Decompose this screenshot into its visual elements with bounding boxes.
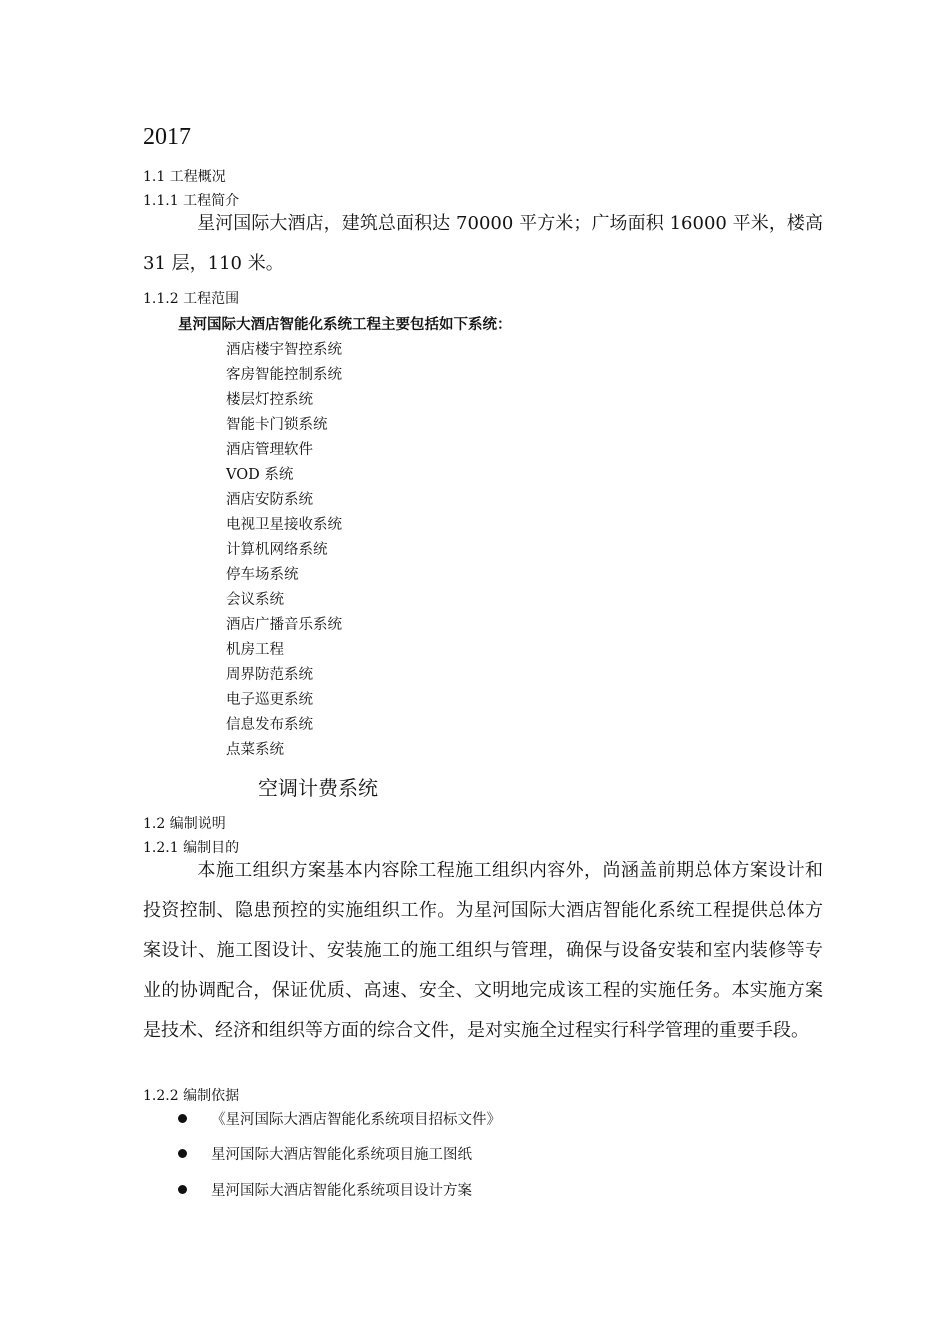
basis-item [178,1108,501,1129]
purpose-text: 本施工组织方案基本内容除工程施工组织内容外，尚涵盖前期总体方案设计和投资控制、隐患预控的实施组织工作。为星河国际大酒店智能化系统工程提供总体方案设计、施工图设计、安装施工的施工组织与管理，确保与设备安装和室内装修等专业的协调配合，保证优质、高速、安全、文明地完成该工程的实施任务。本实施方案是技术、经济和组织等方面的综合文件，是对实施全过程实行科学管理的重要手段。 [143,860,823,1041]
basis-item [178,1143,472,1164]
system-item: 计算机网络系统 [226,542,328,558]
section-1-1-2-heading: 1.1.2 工程范围 [143,291,240,307]
system-item: 停车场系统 [226,567,299,583]
section-1-2-2-heading: 1.2.2 编制依据 [143,1088,240,1104]
system-item: 会议系统 [226,592,284,608]
section-1-2-heading: 1.2 编制说明 [143,816,226,832]
system-item: 客房智能控制系统 [226,367,342,383]
bullet-icon [178,1185,187,1194]
bullet-icon [178,1149,187,1158]
system-item: 点菜系统 [226,742,284,758]
system-item: 酒店安防系统 [226,492,313,508]
system-item: 周界防范系统 [226,667,313,683]
project-intro-paragraph [143,204,823,284]
section-1-1-1-heading: 1.1.1 工程简介 [143,193,240,209]
system-item: 信息发布系统 [226,717,313,733]
basis-item-text: 《星河国际大酒店智能化系统项目招标文件》 [211,1112,501,1128]
system-item: VOD 系统 [226,467,294,483]
system-item: 智能卡门锁系统 [226,417,328,433]
section-1-1-heading: 1.1 工程概况 [143,169,226,185]
system-item: 酒店楼宇智控系统 [226,342,342,358]
basis-item [178,1179,472,1200]
system-item: 楼层灯控系统 [226,392,313,408]
project-intro-text: 星河国际大酒店，建筑总面积达 70000 平方米；广场面积 16000 平米，楼高 31 层，110 米。 [143,213,823,274]
system-item: 电子巡更系统 [226,692,313,708]
system-item: 酒店广播音乐系统 [226,617,342,633]
system-item: 机房工程 [226,642,284,658]
purpose-paragraph [143,851,823,1051]
basis-item-text: 星河国际大酒店智能化系统项目施工图纸 [211,1147,472,1163]
scope-intro: 星河国际大酒店智能化系统工程主要包括如下系统： [178,316,512,333]
system-item: 酒店管理软件 [226,442,313,458]
system-item: 电视卫星接收系统 [226,517,342,533]
year-heading: 2017 [143,124,191,150]
bullet-icon [178,1114,187,1123]
basis-item-text: 星河国际大酒店智能化系统项目设计方案 [211,1183,472,1199]
section-1-2-1-heading: 1.2.1 编制目的 [143,840,240,856]
system-item-last: 空调计费系统 [258,776,378,800]
